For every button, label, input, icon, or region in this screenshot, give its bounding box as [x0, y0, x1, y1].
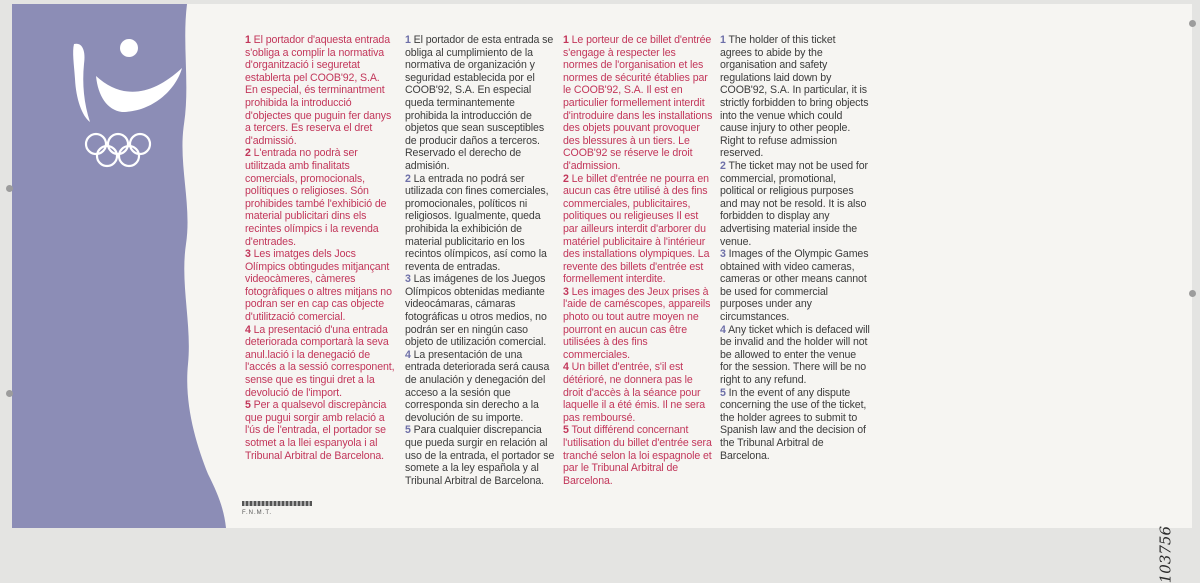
term: 1 Le porteur de ce billet d'entrée s'engage à respecter les normes de l'organisation et les normes de sécurité établies par le COOB'92, S.A. Il est en particulier formellement interdit d'introduire dans les installations des objets pouvant provoquer des blessures à un tiers. Le COOB'92 se réserve le droit d'admission.: [563, 34, 713, 172]
punch-hole: [1189, 20, 1196, 27]
band-graphic: [12, 4, 252, 528]
term: 3 Les images des Jeux prises à l'aide de caméscopes, appareils photo ou tout autre moyen ne pourront en aucun cas être utilisées à des fins commerciales.: [563, 285, 711, 361]
term: 3 Les imatges dels Jocs Olímpics obtingudes mitjançant videocàmeres, càmeres fotogràfiques o altres mitjans no podran ser en cap cas objecte d'utilització comercial.: [245, 248, 392, 324]
term: 5 In the event of any dispute concerning the use of the ticket, the holder agrees to submit to Spanish law and the decision of the Tribunal Arbitral de Barcelona.: [720, 386, 867, 462]
spanish-terms: [405, 34, 555, 487]
french-terms: [563, 34, 713, 487]
term: 3 Las imágenes de los Juegos Olímpicos obtenidas mediante videocámaras, cámaras fotográficas u otros medios, no podrán ser en ningún caso objeto de utilización comercial.: [405, 273, 547, 349]
punch-hole: [1189, 290, 1196, 297]
term: 2 La entrada no podrá ser utilizada con fines comerciales, promocionales, políticos ni religiosos. Igualmente, queda prohibida la exhibición de material publicitario en los recintos olímpicos, así como la reventa de entradas.: [405, 172, 549, 273]
printer-barcode: [242, 501, 312, 506]
punch-hole: [6, 185, 13, 192]
term: 1 El portador de esta entrada se obliga al cumplimiento de la normativa de organización y seguridad establecida por el COOB'92, S.A. En especial queda terminantemente prohibida la introducción de objetos que sean susceptibles de producir daños a terceros. Reservado el derecho de admisión.: [405, 34, 554, 172]
ticket-back: [12, 4, 1192, 528]
term: 4 La presentación de una entrada deteriorada será causa de anulación y denegación del acceso a la sesión que corresponda sin derecho a la devolución de su importe.: [405, 348, 550, 424]
term: 4 La presentació d'una entrada deteriorada comportarà la seva anul.lació i la denegació de l'accés a la sessió corresponent, sense que es tingui dret a la devolució de l'import.: [245, 323, 395, 399]
punch-hole: [6, 390, 13, 397]
handwritten-serial: 103756: [1156, 526, 1174, 583]
term: 5 Per a qualsevol discrepància que pugui sorgir amb relació a l'ús de l'entrada, el portador se sotmet a la llei espanyola i al Tribunal Arbitral de Barcelona.: [245, 399, 387, 462]
olympic-band: [12, 4, 252, 528]
printer-mark-text: F.N.M.T.: [242, 510, 272, 516]
term: 2 The ticket may not be used for commercial, promotional, political or religious purposes and may not be resold. It is also forbidden to display any advertising material inside the venue.: [720, 159, 868, 248]
term: 2 L'entrada no podrà ser utilitzada amb finalitats comercials, promocionals, polítiques o religioses. Són prohibides també l'exhibició de material publicitari dins els recintes olímpics i la revenda d'entrades.: [245, 147, 387, 248]
term: 3 Images of the Olympic Games obtained with video cameras, cameras or other means cannot be used for commercial purposes under any circumstances.: [720, 248, 869, 324]
term: 4 Un billet d'entrée, s'il est détérioré, ne donnera pas le droit d'accès à la séance pour laquelle il a été émis. Il ne sera pas remboursé.: [563, 361, 706, 424]
term: 4 Any ticket which is defaced will be invalid and the holder will not be allowed to enter the venue for the session. There will be no right to any refund.: [720, 323, 870, 387]
term: 1 The holder of this ticket agrees to abide by the organisation and safety regulations laid down by COOB'92, S.A. In particular, it is strictly forbidden to bring objects into the venue which could cause injury to other people. Right to refuse admission reserved.: [720, 34, 869, 160]
term: 5 Para cualquier discrepancia que pueda surgir en relación al uso de la entrada, el portador se somete a la ley española y al Tribunal Arbitral de Barcelona.: [405, 424, 555, 487]
term: 5 Tout différend concernant l'utilisation du billet d'entrée sera tranché selon la loi espagnole et par le Tribunal Arbitral de Barcelona.: [563, 424, 712, 487]
term: 2 Le billet d'entrée ne pourra en aucun cas être utilisé à des fins commerciales, publicitaires, politiques ou religieuses Il est par ailleurs interdit d'arborer du matériel publicitaire à l'intérieur des installations olympiques. La revente des billets d'entrée est formellement interdite.: [563, 172, 710, 286]
catalan-terms: [245, 34, 395, 462]
english-terms: [720, 34, 870, 462]
term: 1 El portador d'aquesta entrada s'obliga a complir la normativa d'organització i seguretat establerta pel COOB'92, S.A. En especial, és terminantment prohibida la introducció d'objectes que puguin fer danys a tercers. Es reserva el dret d'admissió.: [245, 34, 392, 147]
printer-mark: [242, 501, 332, 516]
